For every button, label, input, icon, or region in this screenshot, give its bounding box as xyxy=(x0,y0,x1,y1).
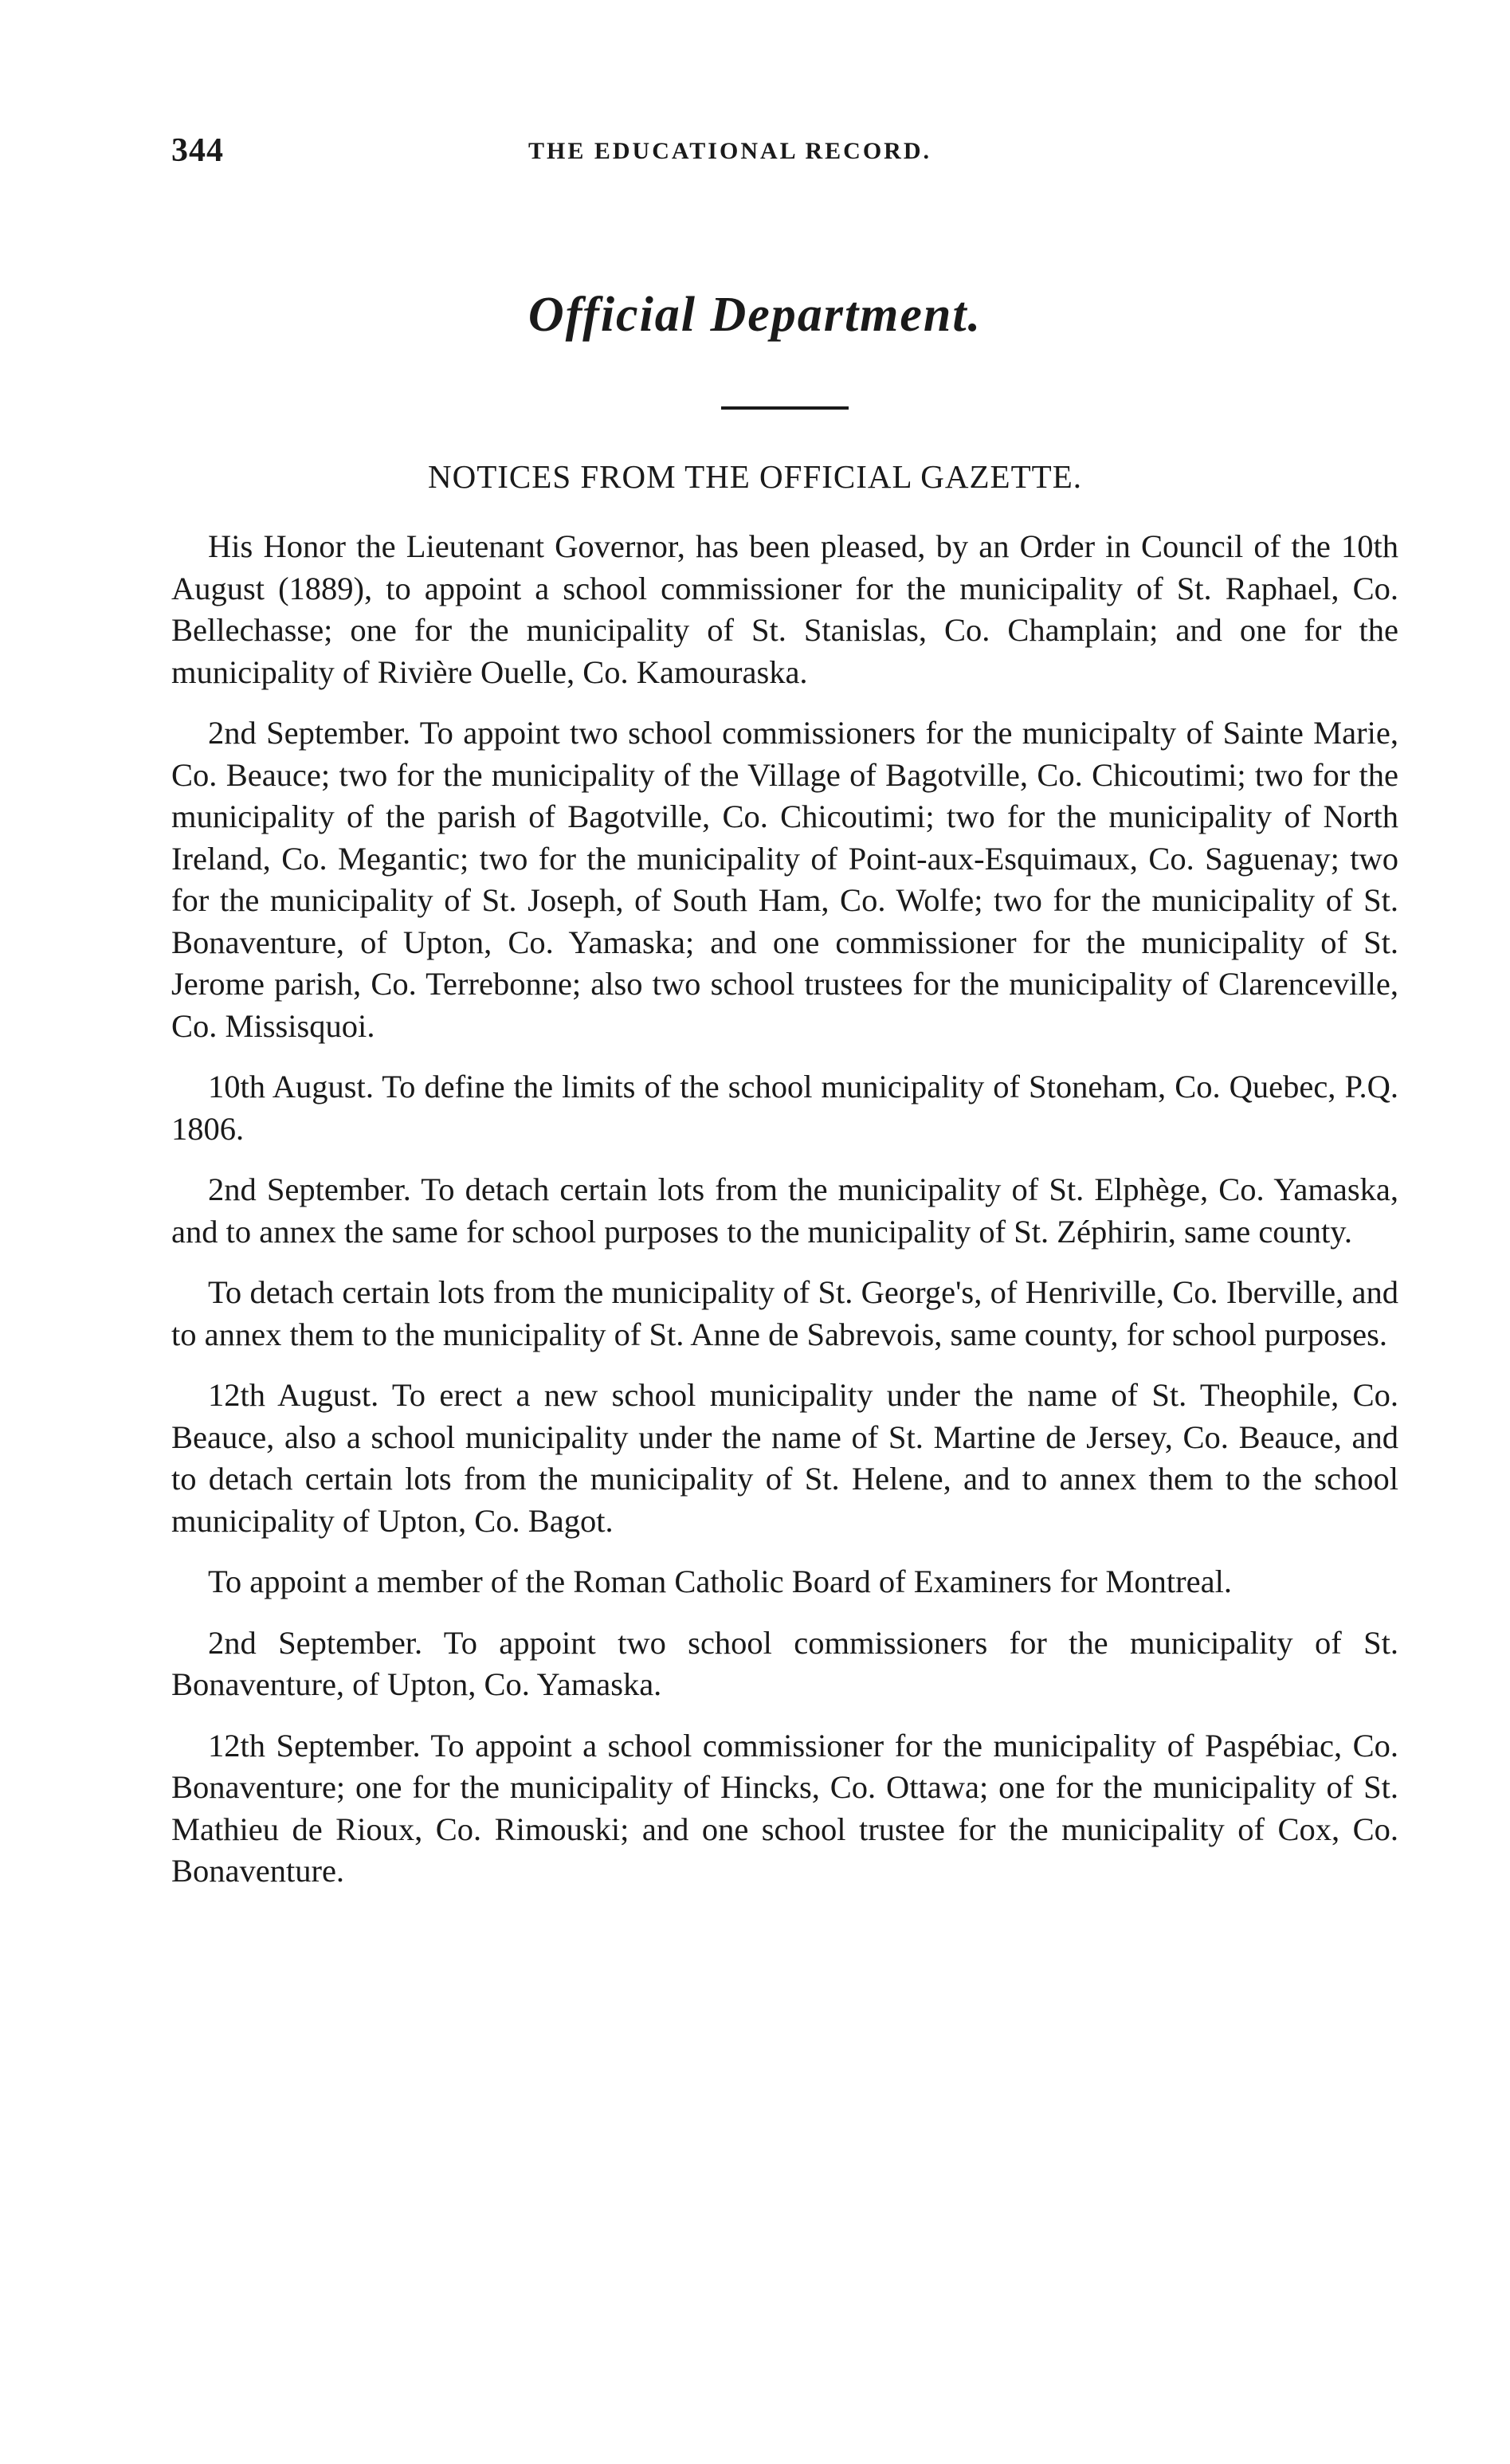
paragraph-2nd-september-commissioners: 2nd September. To appoint two school commissioners for the municipalty of Sainte Marie, Co. Beauce; two for the municipality of the Village of Bagotville, Co. Chicoutimi; two for the municipality of the parish of Bagotville, Co. Chicoutimi; two for the municipality of North Ireland, Co. Megantic; two for the municipality of Point-aux-Esquimaux, Co. Saguenay; two for the municipality of St. Joseph, of South Ham, Co. Wolfe; two for the municipality of St. Bonaventure, of Upton, Co. Yamaska; and one commissioner for the municipality of St. Jerome parish, Co. Terrebonne; also two school trustees for the municipality of Clarenceville, Co. Missisquoi. xyxy=(171,715,1398,1044)
paragraph-12th-september: 12th September. To appoint a school commissioner for the municipality of Paspébiac, Co. Bonaventure; one for the municipality of Hincks, Co. Ottawa; one for the municipality of St. Mathieu de Rioux, Co. Rimouski; and one school trustee for the municipality of Cox, Co. Bonaventure. xyxy=(171,1727,1398,1889)
paragraph-order-in-council: His Honor the Lieutenant Governor, has been pleased, by an Order in Council of the 10th August (1889), to appoint a school commissioner for the municipality of St. Raphael, Co. Bellechasse; one for the municipality of St. Stanislas, Co. Champlain; and one for the municipality of Rivière Ouelle, Co. Kamouraska. xyxy=(171,528,1398,690)
paragraph-12th-august-municipalities: 12th August. To erect a new school municipality under the name of St. Theophile, Co. Beauce, also a school municipality under the name of St. Martine de Jersey, Co. Beauce, and to detach certain lots from the municipality of St. Helene, and to annex them to the school municipality of Upton, Co. Bagot. xyxy=(171,1377,1398,1539)
paragraph-board-of-examiners: To appoint a member of the Roman Catholic Board of Examiners for Montreal. xyxy=(208,1564,1232,1599)
page-number: 344 xyxy=(171,132,224,169)
journal-title: THE EDUCATIONAL RECORD. xyxy=(528,138,932,164)
department-title: Official Department. xyxy=(528,288,982,342)
section-heading: NOTICES FROM THE OFFICIAL GAZETTE. xyxy=(428,458,1082,495)
paragraph-2nd-september-elphege: 2nd September. To detach certain lots from the municipality of St. Elphège, Co. Yamaska, and to annex the same for school purposes to the municipality of St. Zéphirin, same county. xyxy=(171,1171,1398,1250)
notices-body xyxy=(171,526,1398,1912)
paragraph-2nd-september-bonaventure: 2nd September. To appoint two school commissioners for the municipality of St. Bonaventure, of Upton, Co. Yamaska. xyxy=(171,1624,1398,1702)
title-rule xyxy=(721,406,849,410)
paragraph-10th-august-stoneham: 10th August. To define the limits of the school municipality of Stoneham, Co. Quebec, P.Q. 1806. xyxy=(171,1069,1398,1147)
running-head xyxy=(171,131,1402,179)
paragraph-henriville: To detach certain lots from the municipality of St. George's, of Henriville, Co. Iberville, and to annex them to the municipality of St. Anne de Sabrevois, same county, for school purposes. xyxy=(171,1274,1398,1352)
